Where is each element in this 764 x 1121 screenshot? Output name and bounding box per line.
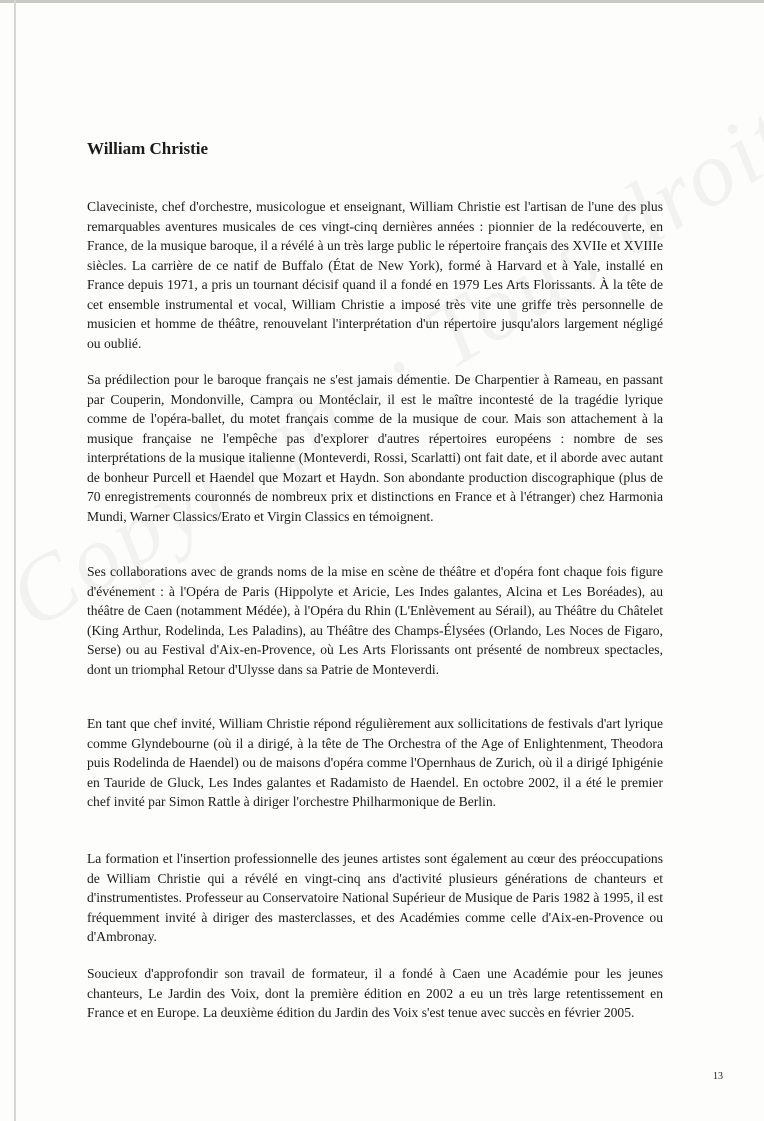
paragraph-baroque: Sa prédilection pour le baroque français ne s'est jamais démentie. De Charpentier à Rameau, en passant par Couperin, Mondonville, Campra ou Montéclair, il est le maître incontesté de la tragédie lyrique comme de l'opéra-ballet, du motet français comme de la musique de cour. Mais son attachement à la musique française ne l'empêche pas d'explorer d'autres répertoires européens : nombre de ses interprétations de la musique italienne (Monteverdi, Rossi, Scarlatti) ont fait date, et il aborde avec autant de bonheur Purcell et Haendel que Mozart et Haydn. Son abondante production discographique (plus de 70 enregistrements couronnés de nombreux prix et distinctions en France et à l'étranger) chez Harmonia Mundi, Warner Classics/Erato et Virgin Classics en témoignent. bbox=[87, 372, 663, 524]
page-title: William Christie bbox=[87, 139, 209, 158]
paragraph-academy: Soucieux d'approfondir son travail de formateur, il a fondé à Caen une Académie pour les jeunes chanteurs, Le Jardin des Voix, dont la première édition en 2002 a eu un très large retentissement en France et en Europe. La deuxième édition du Jardin des Voix s'est tenue avec succès en février 2005. bbox=[87, 966, 663, 1020]
paragraph-training: La formation et l'insertion professionnelle des jeunes artistes sont également au cœur des préoccupations de William Christie qui a révélé en vingt-cinq ans d'activité plusieurs générations de chanteurs et d'instrumentistes. Professeur au Conservatoire National Supérieur de Musique de Paris 1982 à 1995, il est fréquemment invité à diriger des masterclasses, et des Académies comme celle d'Aix-en-Provence ou d'Ambronay. bbox=[87, 851, 663, 944]
paragraph-biography: Claveciniste, chef d'orchestre, musicologue et enseignant, William Christie est l'artisan de l'une des plus remarquables aventures musicales de ces vingt-cinq dernières années : pionnier de la redécouverte, en France, de la musique baroque, il a révélé à un très large public le répertoire français des XVIIe et XVIIIe siècles. La carrière de ce natif de Buffalo (État de New York), formé à Harvard et à Yale, installé en France depuis 1971, a pris un tournant décisif quand il a fondé en 1979 Les Arts Florissants. À la tête de cet ensemble instrumental et vocal, William Christie a imposé très vite une griffe très personnelle de musicien et homme de théâtre, renouvelant l'interprétation d'un répertoire jusqu'alors largement négligé ou oublié. bbox=[87, 199, 663, 351]
page-number: 13 bbox=[713, 1071, 723, 1082]
paragraph-guest-conductor: En tant que chef invité, William Christie répond régulièrement aux sollicitations de festivals d'art lyrique comme Glyndebourne (où il a dirigé, à la tête de The Orchestra of the Age of Enlightenment, Theodora puis Rodelinda de Haendel) ou de maisons d'opéra comme l'Opernhaus de Zurich, où il a dirigé Iphigénie en Tauride de Gluck, Les Indes galantes et Radamisto de Haendel. En octobre 2002, il a été le premier chef invité par Simon Rattle à diriger l'orchestre Philharmonique de Berlin. bbox=[87, 716, 663, 809]
paragraph-collaborations: Ses collaborations avec de grands noms de la mise en scène de théâtre et d'opéra font chaque fois figure d'événement : à l'Opéra de Paris (Hippolyte et Aricie, Les Indes galantes, Alcina et Les Boréades), au théâtre de Caen (notamment Médée), à l'Opéra du Rhin (L'Enlèvement au Sérail), au Théâtre du Châtelet (King Arthur, Rodelinda, Les Paladins), au Théâtre des Champs-Élysées (Orlando, Les Noces de Figaro, Serse) ou au Festival d'Aix-en-Provence, où Les Arts Florissants ont présenté de nombreux spectacles, dont un triomphal Retour d'Ulysse dans sa Patrie de Monteverdi. bbox=[87, 564, 663, 677]
page-top-edge bbox=[0, 0, 764, 3]
